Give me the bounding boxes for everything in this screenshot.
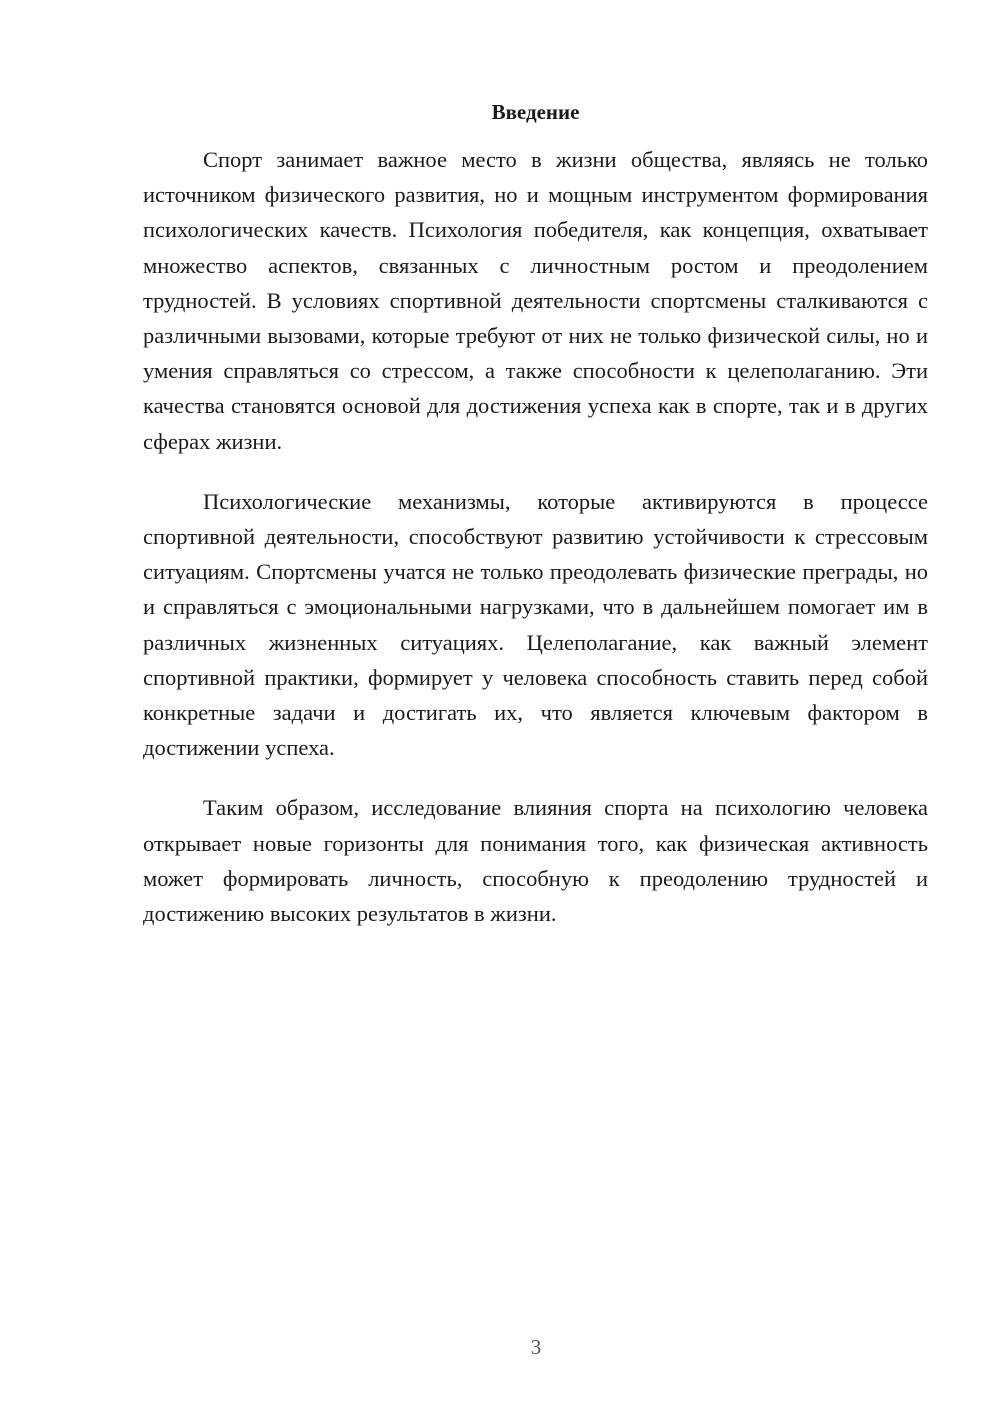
page-number: 3 — [530, 1335, 542, 1359]
paragraph-1: Спорт занимает важное место в жизни общества, являясь не только источником физического развития, но и мощным инструментом формирования психологических качеств. Психология победителя, как концепция, охватывает множество аспектов, связанных с личностным ростом и преодолением трудностей. В условиях спортивной деятельности спортсмены сталкиваются с различными вызовами, которые требуют от них не только физической силы, но и умения справляться со стрессом, а также способности к целеполаганию. Эти качества становятся основой для достижения успеха как в спорте, так и в других сферах жизни. — [143, 147, 928, 454]
paragraph-2: Психологические механизмы, которые активируются в процессе спортивной деятельности, способствуют развитию устойчивости к стрессовым ситуациям. Спортсмены учатся не только преодолевать физические преграды, но и справляться с эмоциональными нагрузками, что в дальнейшем помогает им в различных жизненных ситуациях. Целеполагание, как важный элемент спортивной практики, формирует у человека способность ставить перед собой конкретные задачи и достигать их, что является ключевым фактором в достижении успеха. — [143, 488, 928, 761]
section-title: Введение — [491, 100, 580, 124]
body-text — [143, 142, 928, 956]
paragraph-3: Таким образом, исследование влияния спорта на психологию человека открывает новые горизонты для понимания того, как физическая активность может формировать личность, способную к преодолению трудностей и достижению высоких результатов в жизни. — [143, 795, 928, 927]
